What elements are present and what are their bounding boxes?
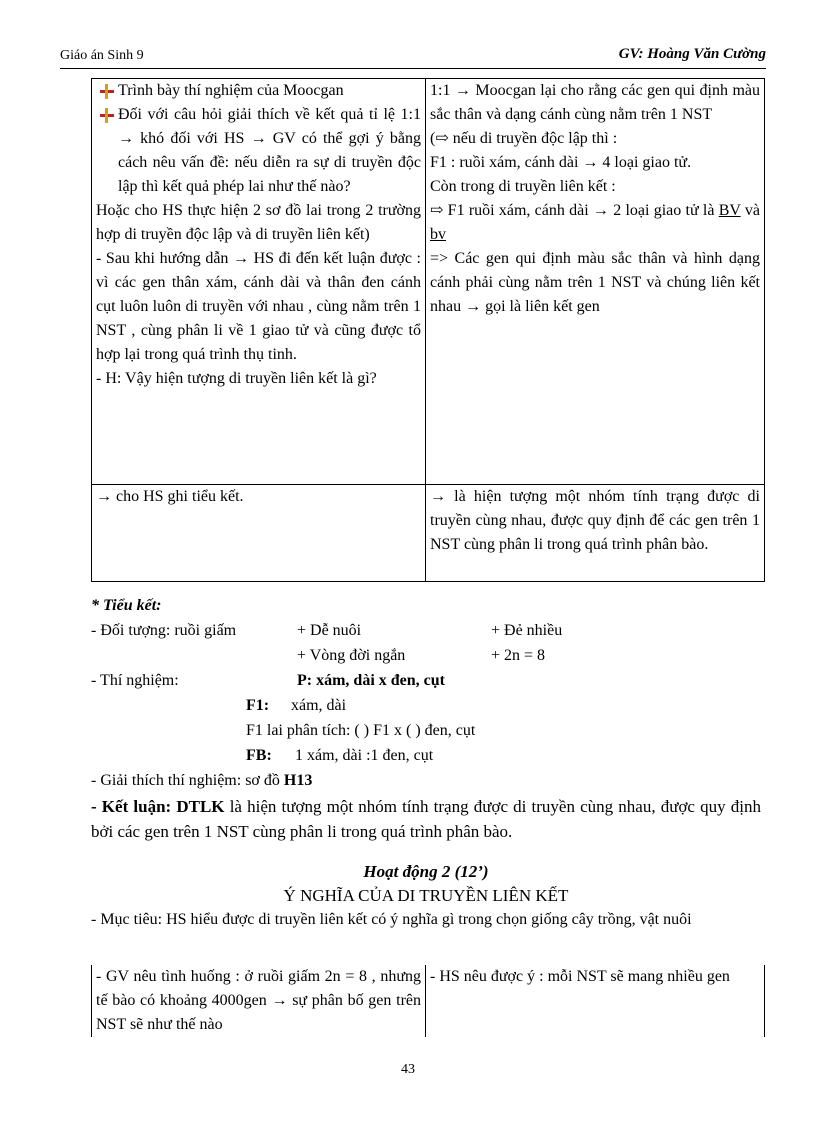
summary-text: + 2n = 8 [491, 647, 546, 664]
teacher-column [92, 485, 426, 582]
student-column [426, 485, 765, 582]
student-column [426, 79, 765, 485]
bullet-icon [96, 79, 118, 103]
teacher-column: - GV nêu tình huống : ở ruồi giấm 2n = 8 , nhưng tế bào có khoảng 4000gen → sự phân bố gen trên NST sẽ như thế nào [92, 965, 426, 1037]
list-item: Trình bày thí nghiệm của Moocgan [96, 79, 421, 103]
activity2-table [91, 965, 765, 1037]
activity-table [91, 78, 765, 582]
summary-text: P: xám, dài x đen, cụt [297, 672, 445, 689]
paragraph: F1 : ruồi xám, cánh dài → 4 loại giao tử. [430, 154, 692, 171]
summary-text: + Dễ nuôi [297, 622, 362, 639]
conclusion-paragraph: - Kết luận: DTLK là hiện tượng một nhóm tính trạng được di truyền cùng nhau, được quy định bởi các gen trên 1 NST cùng phân li trong quá trình phân bào. [91, 797, 762, 841]
paragraph: ⇨ F1 ruồi xám, cánh dài → 2 loại giao tử là BV và bv [430, 202, 761, 243]
paragraph: (⇨ nếu di truyền độc lập thì : [430, 130, 618, 147]
paragraph: Còn trong di truyền liên kết : [430, 178, 616, 195]
summary-text: - Giải thích thí nghiệm: sơ đồ H13 [91, 772, 313, 789]
summary-text: - Đối tượng: ruồi giấm [91, 622, 237, 639]
paragraph: 1:1 → Moocgan lại cho rằng các gen qui định màu sắc thân và dạng cánh cùng nằm trên 1 NST [430, 82, 760, 123]
summary-text: FB: [246, 747, 272, 764]
summary-title: * Tiểu kết: [91, 597, 162, 614]
paragraph: => Các gen qui định màu sắc thân và hình dạng cánh phải cùng nằm trên 1 NST và chúng liên kết nhau → gọi là liên kết gen [430, 250, 760, 315]
page-number: 43 [401, 1062, 415, 1077]
paragraph: - Sau khi hướng dẫn → HS đi đến kết luận được : vì các gen thân xám, cánh dài và thân đen cánh cụt luôn luôn di truyền với nhau , cùng nằm trên 1 NST , cùng phân li về 1 giao tử và cũng được tổ hợp lại trong quá trình thụ tinh. [96, 250, 421, 363]
paragraph: → là hiện tượng một nhóm tính trạng được di truyền cùng nhau, được quy định để các gen trên 1 NST cùng phân li trong quá trình phân bào. [430, 488, 760, 553]
header-subject: Giáo án Sinh 9 [60, 48, 144, 63]
summary-text: F1: [246, 697, 270, 714]
teacher-column [92, 79, 426, 485]
page-header [60, 48, 766, 69]
activity-goal: - Mục tiêu: HS hiểu được di truyền liên kết có ý nghĩa gì trong chọn giống cây trồng, vật nuôi [91, 911, 692, 928]
summary-text: xám, dài [291, 697, 347, 714]
bullet-icon [96, 103, 118, 199]
summary-text: 1 xám, dài :1 đen, cụt [295, 747, 434, 764]
summary-text: F1 lai phân tích: ( ) F1 x ( ) đen, cụt [246, 722, 476, 739]
summary-text: + Vòng đời ngắn [297, 647, 406, 664]
paragraph: Hoặc cho HS thực hiện 2 sơ đồ lai trong 2 trường hợp di truyền độc lập và di truyền liên kết) [96, 202, 421, 243]
summary-section [91, 594, 761, 932]
activity-subtitle: Ý NGHĨA CỦA DI TRUYỀN LIÊN KẾT [283, 886, 569, 905]
paragraph: - H: Vậy hiện tượng di truyền liên kết là gì? [96, 370, 377, 387]
summary-text: + Đẻ nhiều [491, 622, 563, 639]
paragraph: → cho HS ghi tiểu kết. [96, 488, 244, 505]
activity-title: Hoạt động 2 (12’) [363, 862, 489, 881]
header-teacher: GV: Hoàng Văn Cường [618, 46, 766, 62]
summary-text: - Thí nghiệm: [91, 672, 179, 689]
student-column: - HS nêu được ý : mỗi NST sẽ mang nhiều gen [426, 965, 765, 1037]
list-item: Đối với câu hỏi giải thích về kết quả tỉ lệ 1:1 → khó đối với HS → GV có thể gợi ý bằng cách nêu vấn đề: nếu diễn ra sự di truyền độc lập thì kết quả phép lai như thế nào? [96, 103, 421, 199]
